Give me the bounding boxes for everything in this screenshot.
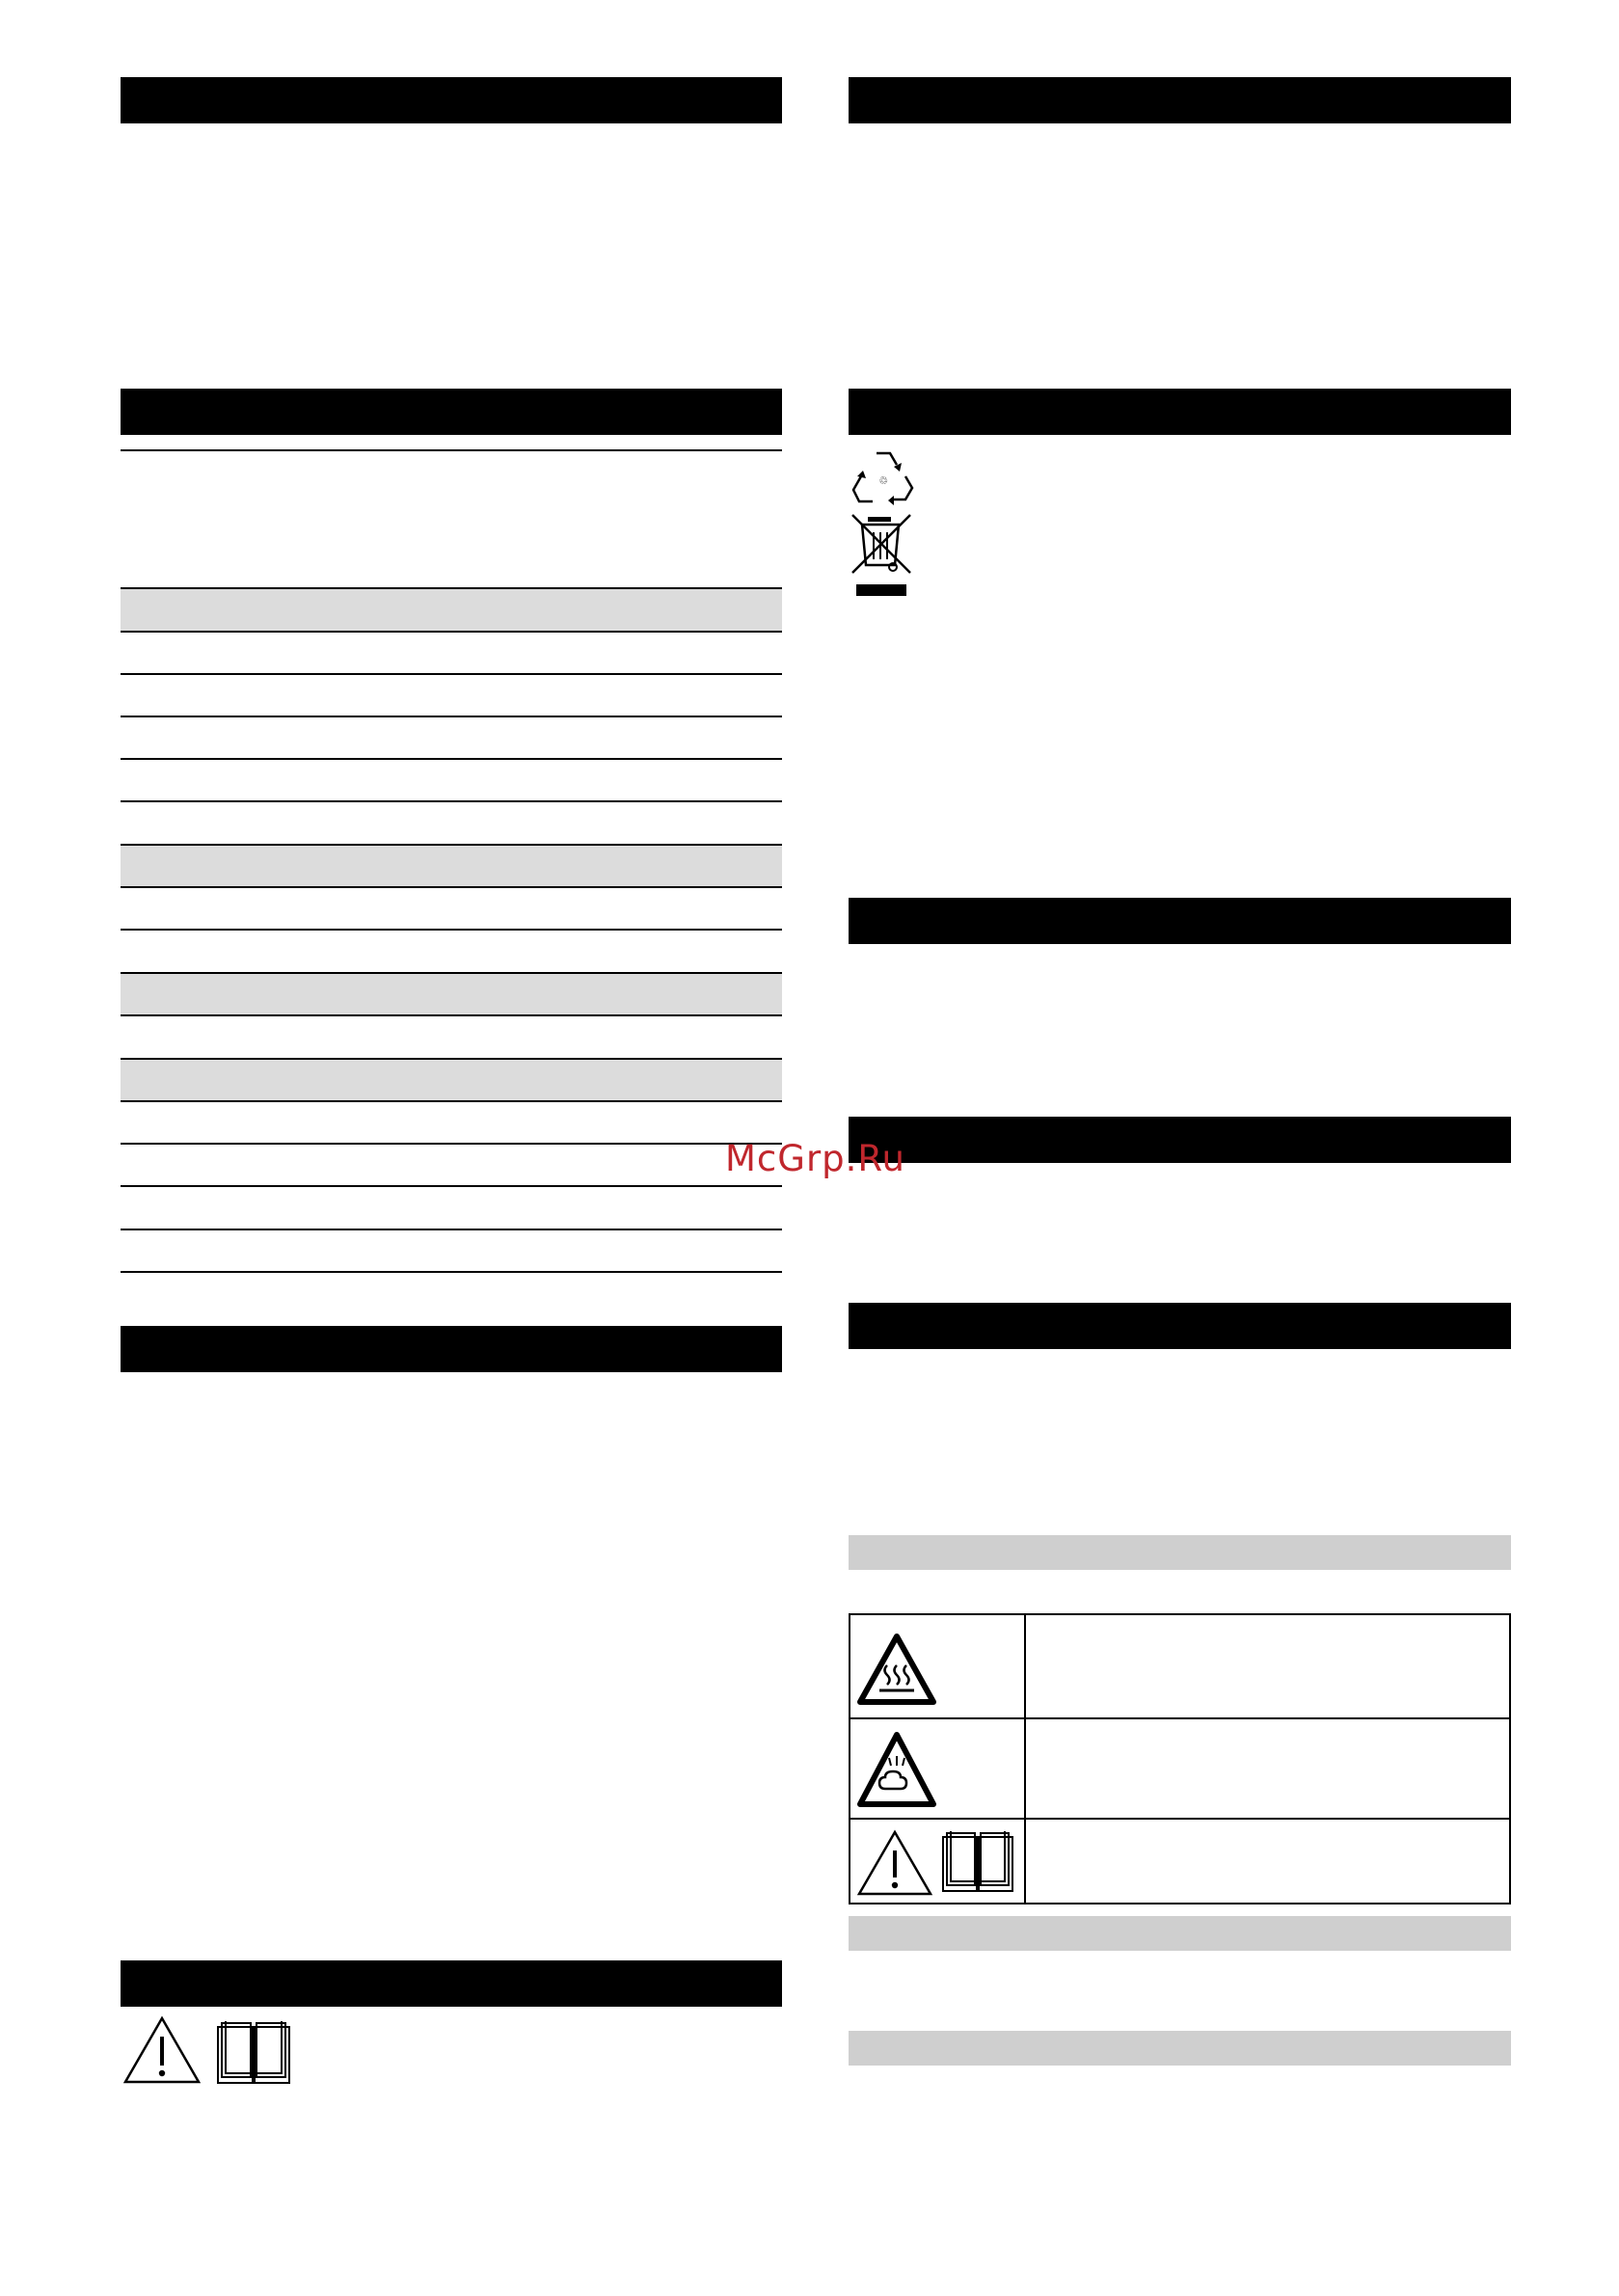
table-rule xyxy=(121,1014,782,1016)
symbol-table xyxy=(849,1613,1511,1904)
table-rule xyxy=(121,449,782,451)
table-rule xyxy=(121,1271,782,1273)
table-rule xyxy=(121,886,782,888)
right-section-header-5 xyxy=(849,1303,1511,1349)
table-rule xyxy=(121,972,782,974)
table-row-shaded xyxy=(121,588,782,631)
table-rule xyxy=(121,673,782,675)
gray-subheader-3 xyxy=(849,2031,1511,2066)
right-section-header-1 xyxy=(849,77,1511,123)
symbol-table-row-divider xyxy=(850,1717,1509,1719)
table-row-shaded xyxy=(121,973,782,1015)
right-section-header-2 xyxy=(849,389,1511,435)
table-row-shaded xyxy=(121,1059,782,1101)
table-rule xyxy=(121,800,782,802)
table-rule xyxy=(121,844,782,846)
left-section-header-3 xyxy=(121,1326,782,1372)
table-rule xyxy=(121,1058,782,1060)
right-section-header-3 xyxy=(849,898,1511,944)
table-rule xyxy=(121,1229,782,1230)
watermark-text: McGrp.Ru xyxy=(725,1138,905,1179)
table-rule xyxy=(121,758,782,760)
right-section-header-4 xyxy=(849,1117,1511,1163)
table-rule xyxy=(121,631,782,633)
read-manual-book-icon xyxy=(939,1829,1016,1895)
svg-text:♲: ♲ xyxy=(878,474,888,487)
read-manual-book-icon xyxy=(214,2019,293,2087)
left-section-header-2 xyxy=(121,389,782,435)
table-rule xyxy=(121,587,782,589)
steam-warning-icon xyxy=(856,1731,937,1808)
symbol-table-column-divider xyxy=(1024,1615,1026,1903)
gray-subheader-1 xyxy=(849,1535,1511,1570)
table-rule xyxy=(121,1143,782,1145)
table-rule xyxy=(121,1185,782,1187)
left-section-header-4 xyxy=(121,1960,782,2007)
table-rule xyxy=(121,929,782,931)
left-section-header-1 xyxy=(121,77,782,123)
gray-subheader-2 xyxy=(849,1916,1511,1951)
table-rule xyxy=(121,716,782,717)
table-row-shaded xyxy=(121,845,782,887)
crossed-out-wheelie-bin-icon xyxy=(849,511,914,600)
hot-surface-warning-icon xyxy=(856,1633,937,1706)
table-rule xyxy=(121,1100,782,1102)
warning-triangle-icon xyxy=(856,1829,933,1897)
recycling-icon xyxy=(851,447,915,509)
warning-triangle-icon xyxy=(122,2015,202,2085)
symbol-table-row-divider xyxy=(850,1818,1509,1820)
